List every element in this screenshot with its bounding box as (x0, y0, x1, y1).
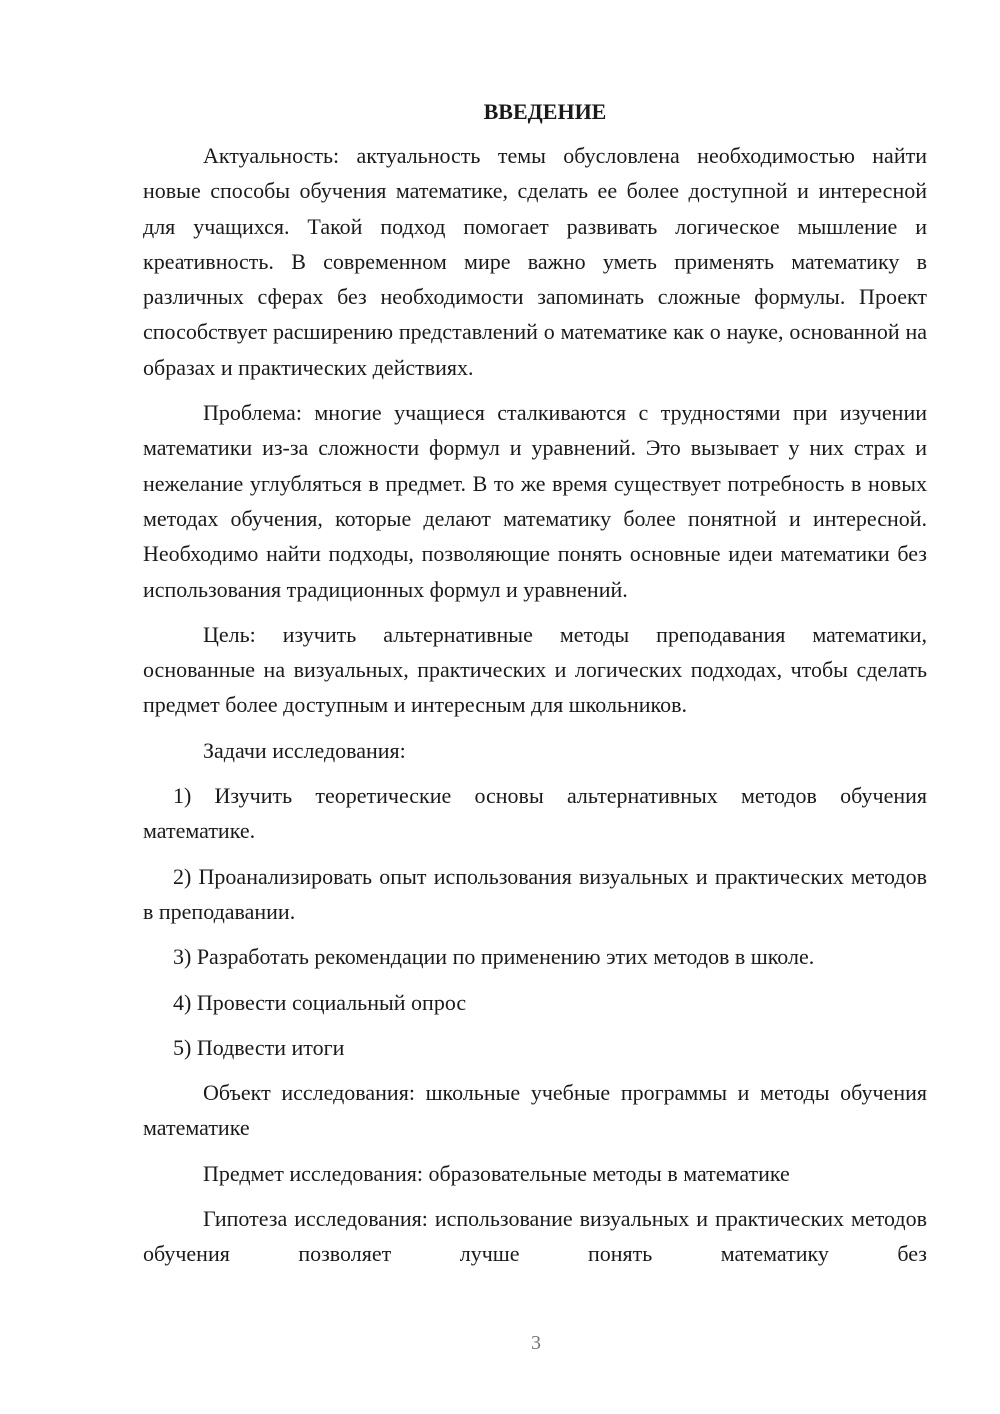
page-number: 3 (531, 1332, 541, 1354)
page-content (143, 96, 927, 1282)
task-item: 4) Провести социальный опрос (173, 989, 467, 1015)
page-title: ВВЕДЕНИЕ (483, 99, 607, 124)
task-item: 1) Изучить теоретические основы альтернативных методов обучения математике. (143, 783, 927, 844)
task-item: 2) Проанализировать опыт использования визуальных и практических методов в преподавании. (143, 863, 927, 924)
paragraph-tasks-heading: Задачи исследования: (203, 737, 406, 763)
task-item: 5) Подвести итоги (173, 1034, 345, 1060)
paragraph-goal: Цель: изучить альтернативные методы преподавания математики, основанные на визуальных, практических и логических подходах, чтобы сделать предмет более доступным и интересным для школьников. (143, 621, 927, 718)
paragraph-problem: Проблема: многие учащиеся сталкиваются с трудностями при изучении математики из-за сложности формул и уравнений. Это вызывает у них страх и нежелание углубляться в предмет. В то же время существует потребность в новых методах обучения, которые делают математику более понятной и интересной. Необходимо найти подходы, позволяющие понять основные идеи математики без использования традиционных формул и уравнений. (143, 400, 927, 602)
paragraph-relevance: Актуальность: актуальность темы обусловлена необходимостью найти новые способы обучения математике, сделать ее более доступной и интересной для учащихся. Такой подход помогает развивать логическое мышление и креативность. В современном мире важно уметь применять математику в различных сферах без необходимости запоминать сложные формулы. Проект способствует расширению представлений о математике как о науке, основанной на образах и практических действиях. (143, 143, 927, 380)
paragraph-object: Объект исследования: школьные учебные программы и методы обучения математике (143, 1080, 927, 1141)
paragraph-hypothesis: Гипотеза исследования: использование визуальных и практических методов обучения позволяет лучше понять математику без (143, 1206, 927, 1267)
paragraph-subject: Предмет исследования: образовательные методы в математике (203, 1160, 790, 1186)
task-item: 3) Разработать рекомендации по применению этих методов в школе. (173, 944, 815, 970)
